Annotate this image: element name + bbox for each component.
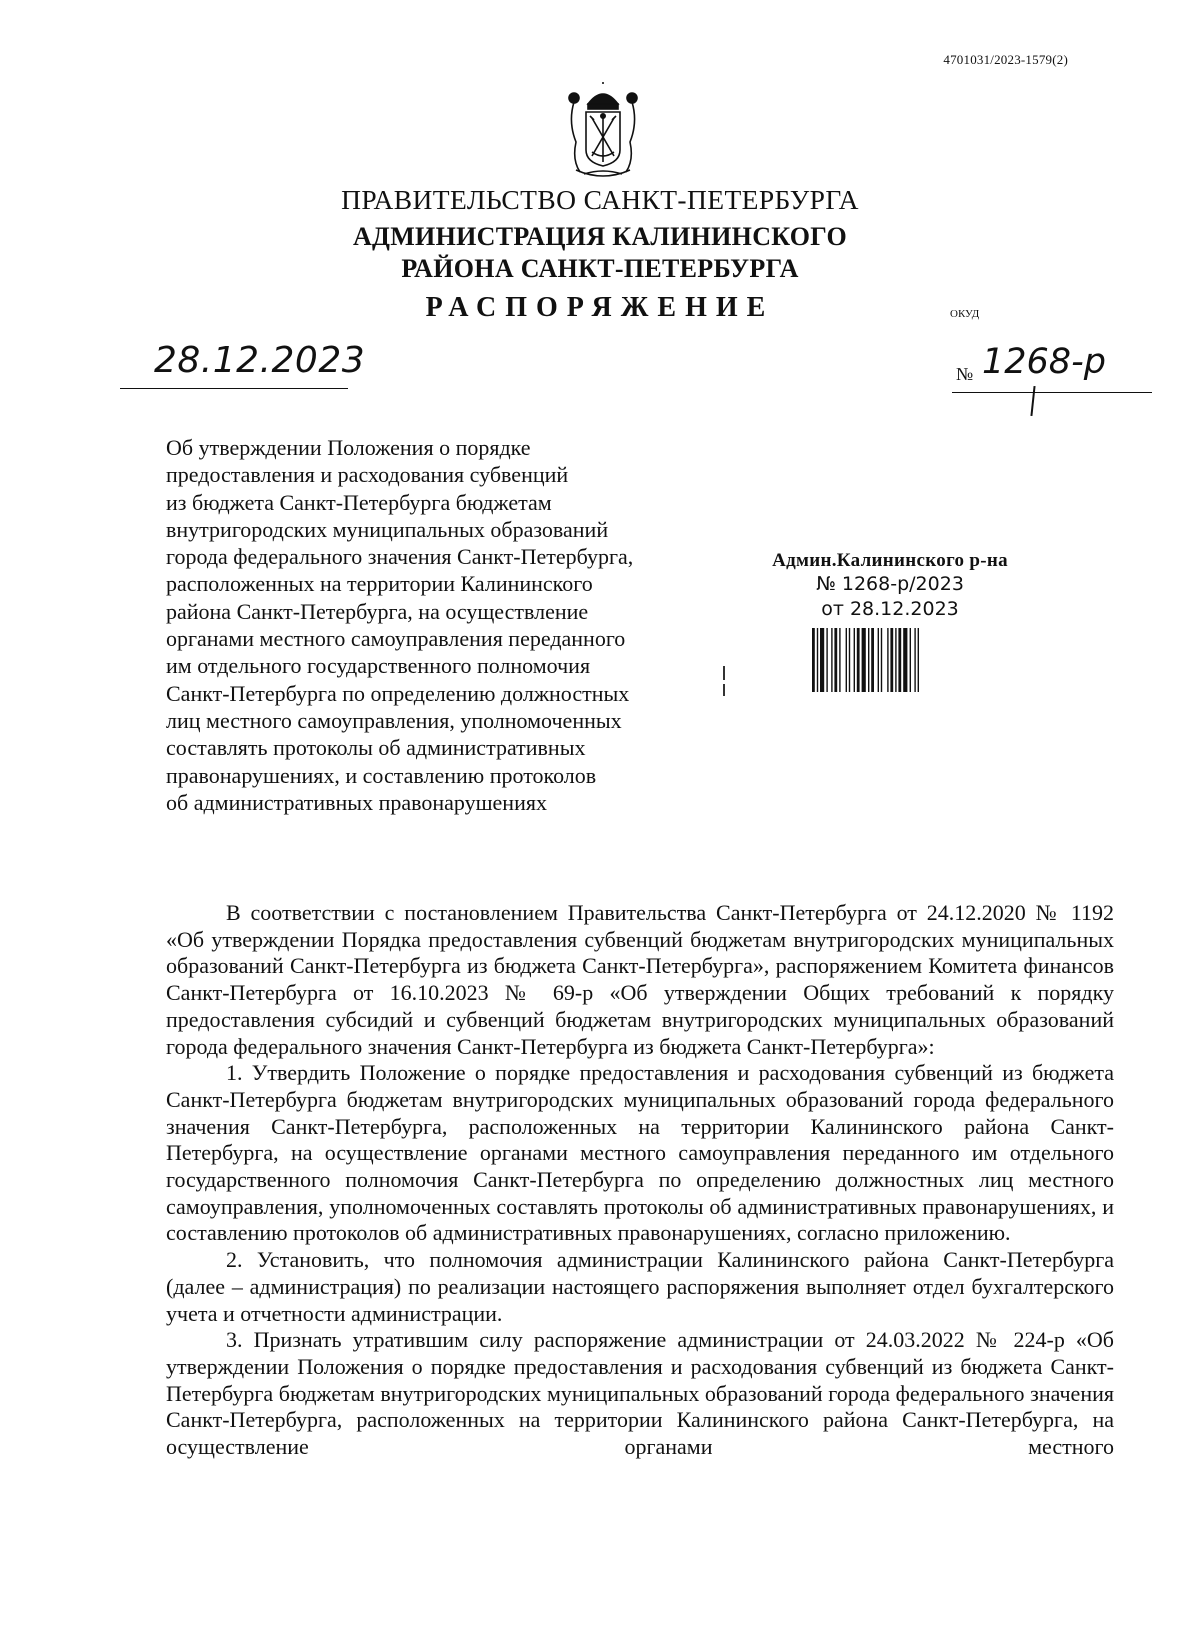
handwritten-number: 1268-р [982,342,1106,382]
document-id: 4701031/2023-1579(2) [943,52,1068,67]
body-item-3: 3. Признать утратившим силу распоряжение администрации от 24.03.2022 № 224-р «Об утверждении Положения о порядке предоставления и расходования субвенций из бюджета Санкт-Петербурга бюджетам внутригородских муниципальных образований города федерального значения Санкт-Петербурга, расположенных на территории Калининского района Санкт-Петербурга, на осуществление органами местного [166,1327,1114,1460]
number-sign: № [956,364,974,384]
document-subject [166,434,706,816]
scan-mark [723,684,725,696]
subject-line: из бюджета Санкт-Петербурга бюджетам [166,489,552,515]
body-item-2: 2. Установить, что полномочия администрации Калининского района Санкт-Петербурга (далее – администрация) по реализации настоящего распоряжения выполняет отдел бухгалтерского учета и отчетности администрации. [166,1247,1114,1326]
administration-name-line2: РАЙОНА САНКТ-ПЕТЕРБУРГА [401,254,799,283]
subject-line: Об утверждении Положения о порядке [166,435,531,460]
subject-line: Санкт-Петербурга по определению должностных [166,680,630,706]
barcode-icon [812,628,968,692]
subject-line: предоставления и расходования субвенций [166,462,569,488]
administration-name-line1: АДМИНИСТРАЦИЯ КАЛИНИНСКОГО [352,222,848,251]
subject-line: им отдельного государственного полномочия [166,653,591,679]
stamp-organization: Админ.Калининского р-на [772,550,1008,571]
subject-line: составлять протоколы об административных [166,735,586,761]
subject-line: об административных правонарушениях [166,789,547,815]
government-name: ПРАВИТЕЛЬСТВО САНКТ-ПЕТЕРБУРГА [341,184,859,215]
number-field [952,342,1152,393]
handwriting-stroke [1030,386,1035,416]
handwritten-date: 28.12.2023 [154,340,366,381]
subject-line: лиц местного самоуправления, уполномоченных [166,707,622,733]
okud-label: ОКУД [950,308,980,320]
subject-line: города федерального значения Санкт-Петербурга, [166,544,634,570]
date-field [120,340,366,389]
document-type-title: РАСПОРЯЖЕНИЕ [425,292,775,323]
scan-mark [723,666,725,680]
subject-line: органами местного самоуправления переданного [166,626,626,652]
stamp-reg-number: № 1268-р/2023 [816,573,964,595]
stamp-reg-date: от 28.12.2023 [821,598,959,620]
body-item-1: 1. Утвердить Положение о порядке предоставления и расходования субвенций из бюджета Санкт-Петербурга бюджетам внутригородских муниципальных образований города федерального значения Санкт-Петербурга, расположенных на территории Калининского района Санкт-Петербурга, на осуществление органами местного самоуправления переданного им отдельного государственного полномочия Санкт-Петербурга по определению должностных лиц местного самоуправления, уполномоченных составлять протоколы об административных правонарушениях, и составлению протоколов об административных правонарушениях, согласно приложению. [166,1060,1114,1246]
registration-stamp [740,550,1040,692]
subject-line: внутригородских муниципальных образований [166,516,609,542]
subject-line: района Санкт-Петербурга, на осуществление [166,598,589,624]
subject-line: расположенных на территории Калининского [166,571,593,597]
subject-line: правонарушениях, и составлению протоколов [166,762,597,788]
document-body [166,900,1114,1461]
body-preamble: В соответствии с постановлением Правительства Санкт-Петербурга от 24.12.2020 № 1192 «Об утверждении Порядка предоставления субвенций бюджетам внутригородских муниципальных образований Санкт-Петербурга из бюджета Санкт-Петербурга», распоряжением Комитета финансов Санкт-Петербурга от 16.10.2023 № 69-р «Об утверждении Общих требований к порядку предоставления субсидий и субвенций бюджетам внутригородских муниципальных образований города федерального значения Санкт-Петербурга из бюджета Санкт-Петербурга»: [166,900,1114,1059]
coat-of-arms-emblem [558,82,648,182]
